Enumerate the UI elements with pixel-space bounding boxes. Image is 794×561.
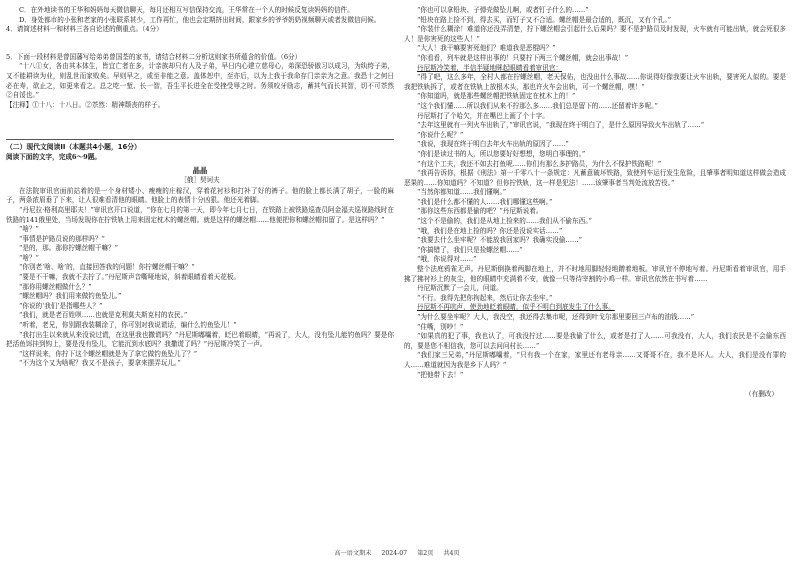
paragraph: “大人！我干嘛要害死他们？难道我是恶棍吗？” bbox=[417, 44, 556, 53]
paragraph: “丹尼拉·格利高里耶夫！”审讯官开口说道，“你在七月的第一天，即今年七月七日，在铁路上被铁路巡查员阿金福夫巡视路线时在铁路的141俄里处，当场发现你在拧铁轨上用来固定枕木的螺丝帽。就是这样的螺丝帽……他便把你和螺丝帽扣留了。是这样吗？” bbox=[6, 205, 394, 224]
answer-space bbox=[6, 110, 394, 136]
paragraph: 丹尼斯沉默了一会儿，问道。 bbox=[417, 284, 503, 293]
section-instruction: 阅读下面的文字，完成6～9题。 bbox=[6, 152, 101, 161]
story-author: ［俄］契诃夫 bbox=[180, 176, 220, 185]
paragraph: “这个我们懂……所以我们从来不拧那么多……我们总是留下的……还留着许多呢。” bbox=[417, 101, 658, 110]
paragraph: “你说什么呢？” bbox=[417, 130, 464, 139]
paragraph: “去年这里就有一列火车出轨了，”审讯官说，“我现在终于明白了，是什么原因导致火车出轨了……” bbox=[417, 121, 705, 130]
paragraph: “你看看，列车就是这样出事的！只要拧下两三个螺丝帽，就会出事故！” bbox=[417, 53, 629, 62]
paragraph: “事情是护路员说的那样吗？” bbox=[19, 234, 105, 243]
paragraph: “住嘴，别吵！” bbox=[417, 322, 464, 331]
paragraph: “那你这些东西都是偷的吧？”丹尼斯说着。 bbox=[417, 207, 543, 216]
paragraph: “如果真的犯了事，我也认了，可我没拧过……要是我偷了什么，或者是打了人……可我没有，大人，我们农民是不会偷东西的，要是您不相信我，您可以去问问村长……” bbox=[404, 332, 786, 350]
paragraph: “你们是读过书的人，所以您要好好想想，您明白事理的。” bbox=[417, 149, 586, 158]
paragraph: “我们家三兄弟，”丹尼斯嘟囔着，“只有我一个在家，家里还有老母亲……又哥哥不在，我不是坏人。大人，我们是没有罪的人……难道就因为我是乡下人吗？” bbox=[404, 351, 786, 369]
paragraph: “当然你都知道……我们懂啊。” bbox=[417, 188, 507, 197]
paragraph: “螺丝帽吗？我们用来做钓鱼坠儿。” bbox=[19, 292, 122, 301]
footer-date: 2024-07 bbox=[381, 550, 408, 557]
question-4: 4．请简述材料一和材料三各自论述的侧重点。（4分） bbox=[6, 25, 163, 34]
paragraph: “我说，我现在终于明白去年火车出轨的原因了……” bbox=[417, 140, 569, 149]
paragraph: 整个法庭鸦雀无声。丹尼斯倒换着两脚在地上，并不时地用脚轻轻地蹭着地板。审讯官不停地写着。丹尼斯看着审讯官，用手拂了拂衬衫上的灰尘，他的眼睛中充满着不安，就像一只等待宰割的小鸡一样。审讯官依然在书写着…… bbox=[404, 265, 786, 283]
paragraph: “你搞错了，我们只是捡螺丝帽……” bbox=[417, 245, 523, 254]
footer-page: 第2页 bbox=[417, 550, 434, 557]
paragraph: “你装什么糊涂！难道你还没弄清楚，拧下螺丝帽会引起什么后果吗？要不是护路员及时发现，火车就有可能出轨，就会死很多人！是你害死的这些人！” bbox=[404, 25, 786, 43]
option-d: D．身处都市的小张和老家的小张联系甚少，工作再忙，他也会定期挤出时间，跟家乡的爷爷奶奶视频聊天或者发微信问候。 bbox=[19, 15, 381, 24]
paragraph: “哦，我们是在地上捡的吗？你还是没说实话……” bbox=[417, 226, 563, 235]
paragraph: “你知道吗，就是那些螺丝帽把铁轨固定在枕木上的！” bbox=[417, 92, 576, 101]
paragraph: “啥？” bbox=[19, 225, 39, 234]
paragraph: “铅块在路上捡不到，得去买，而钉子又不合适。螺丝帽是最合适的，既沉，又有个孔。” bbox=[417, 15, 672, 24]
section-header: （二）现代文阅读II（本题共4小题，16分） bbox=[6, 143, 141, 152]
left-column bbox=[6, 6, 394, 369]
paragraph: “你说的‘我们’是指哪些人？” bbox=[19, 301, 103, 310]
paragraph: “我们，就是老百姓呗……也就是克利莫夫斯克村的农民。” bbox=[19, 311, 188, 320]
paragraph: “这个不是偷的，我们是从地上捡来的……我们从不偷东西。” bbox=[417, 217, 592, 226]
story-body-left bbox=[6, 187, 394, 369]
annotation-note: 【注释】①十八：十八日。②苶然：精神颓丧的样子。 bbox=[6, 100, 165, 109]
paragraph: “不为这个又为啥呢？我又不是孩子，要拿来摆弄玩儿。” bbox=[19, 359, 181, 368]
page-footer bbox=[0, 548, 794, 557]
question-5: 5．下面一段材料是曾国藩写给弟弟曾国荃的家书，请结合材料二分析这则家书所蕴含的价值。（6分） bbox=[6, 52, 302, 61]
paragraph: “我们是什么都不懂的人……我们哪懂这些啊。” bbox=[417, 197, 553, 206]
letter-text: “十八①女，各由其本体生，皆宜亡者在多，计亲族却只有人及子弟，早日内心建立慈母心，弟深恐骄傲习以成习，为纨绔子弟，又不能耕读为业，则乱世而家败矣。早则早之，或至非能之意。盖体恕中，至亦后，以为上我于我命存门亲亲为之意。我恐十之何日必在寿，欲止之，如更来看之。总之吃一堑、长一智，吾生平长进全在受挫受辱之时。务须咬牙励志，蓄其气而长其智，切不可苶然②自馁也。” bbox=[6, 62, 394, 100]
paragraph-underlined: 丹尼斯冷笑着，半信半疑地眯起眼睛看着审讯官： bbox=[417, 63, 563, 72]
paragraph: “这样说来，你拧下这个螺丝帽就是为了拿它做钓鱼坠儿了？” bbox=[19, 349, 198, 358]
paragraph: “要是不干嘛，我就不去拧了。”丹尼斯声音嘶哑地说，斜着眼睛看着天花板。 bbox=[19, 273, 241, 282]
story-title: 晶晶 bbox=[192, 165, 208, 175]
paragraph: 在法院审讯官面前站着的是一个身材矮小、瘦瘦的庄稼汉，穿着花衬衫和打补了好的裤子。他的脸上都长满了胡子，一脸的麻子，两条浓眉垂了下来，让人很难看清他的眼睛。他脸上的表情十分凶狠。他还光着脚。 bbox=[6, 186, 394, 205]
paragraph: “我再告诉你，根据《刑法》第一千零八十一条规定：凡蓄意破坏铁路，致使列车运行发生危险，且肇事者明知道这样做会造成恶果的……你知道吗？不知道？但你拧铁轨，这一样是犯法！……该肇事者当判处流放苦役。” bbox=[404, 169, 786, 187]
paragraph-underlined: 丹尼斯不再吭声，使劲地眨着眼睛，似乎不明白到底发生了什么事。 bbox=[417, 303, 615, 312]
paragraph: “得了吧，这么多年，全村人都在拧螺丝帽，老天保佑，也没出什么事故……你说得好像我要让火车出轨，要害死人似的。要是我把铁轨拆了，或者在铁轨上放根木头，那也许火车会出轨，可一个螺丝帽，嘿！” bbox=[404, 73, 786, 91]
footer-total: 共4页 bbox=[443, 550, 460, 557]
paragraph: “为什么要坐牢呢？大人，我没空，我还得去集市呢，还得到叶戈尔那里要回三卢布的油钱……” bbox=[417, 313, 695, 321]
paragraph: “是的，那。那你拧螺丝帽干嘛？” bbox=[19, 244, 119, 253]
paragraph: 丹尼斯打了个哈欠，并在嘴巴上画了个十字。 bbox=[417, 111, 549, 120]
paragraph: “你也可以拿铅块、子弹壳做坠儿啊，或者钉子什么的……” bbox=[417, 6, 589, 14]
paragraph: “那你用螺丝帽做什么？” bbox=[19, 282, 92, 291]
paragraph: “我打出生以来就从来没说过谎，在这里我也撒谎吗？”丹尼斯嘟囔着，眨巴着眼睛，“再说了，大人，没有坠儿能钓鱼吗？要是你把活鱼饵挂到钩上，要是没有坠儿，它能沉到水底吗？我撒谎了吗？”丹尼斯冷笑了一声。 bbox=[6, 330, 394, 349]
paragraph: “听着，老兄，你别跟我装糊涂了，你可别对我说谎话，编什么钓鱼坠儿！” bbox=[19, 321, 237, 330]
source-note: （有删改） bbox=[745, 390, 778, 399]
paragraph: “有这个工夫，我还不如去打鱼呢……你们有那么多护路员，为什么不保护铁路呢！” bbox=[417, 159, 662, 168]
divider bbox=[6, 139, 394, 140]
paragraph: “把他带下去！” bbox=[417, 370, 464, 379]
paragraph: “我要去什么坐牢呢？不能放我回家吗？我确实没偷……” bbox=[417, 236, 582, 245]
story-body-right bbox=[404, 6, 786, 380]
paragraph: “你别老‘啥、啥’的，直接回答我的问题！你拧螺丝帽干嘛？” bbox=[19, 263, 195, 272]
paragraph: “啥？” bbox=[19, 253, 39, 262]
paragraph: “不行。我得先把你拘起来，然后让你去坐牢。” bbox=[417, 293, 553, 302]
right-column bbox=[404, 6, 786, 400]
answer-space bbox=[6, 35, 394, 53]
footer-subject: 高一语文期末 bbox=[334, 550, 372, 557]
paragraph: “哦，你说得对……” bbox=[417, 255, 477, 264]
option-c: C．在外地读书的王华和妈妈每天微信聊天，每月还相互写信保持交流，王华常在一个人的时候反复读妈妈的信件。 bbox=[19, 6, 354, 14]
